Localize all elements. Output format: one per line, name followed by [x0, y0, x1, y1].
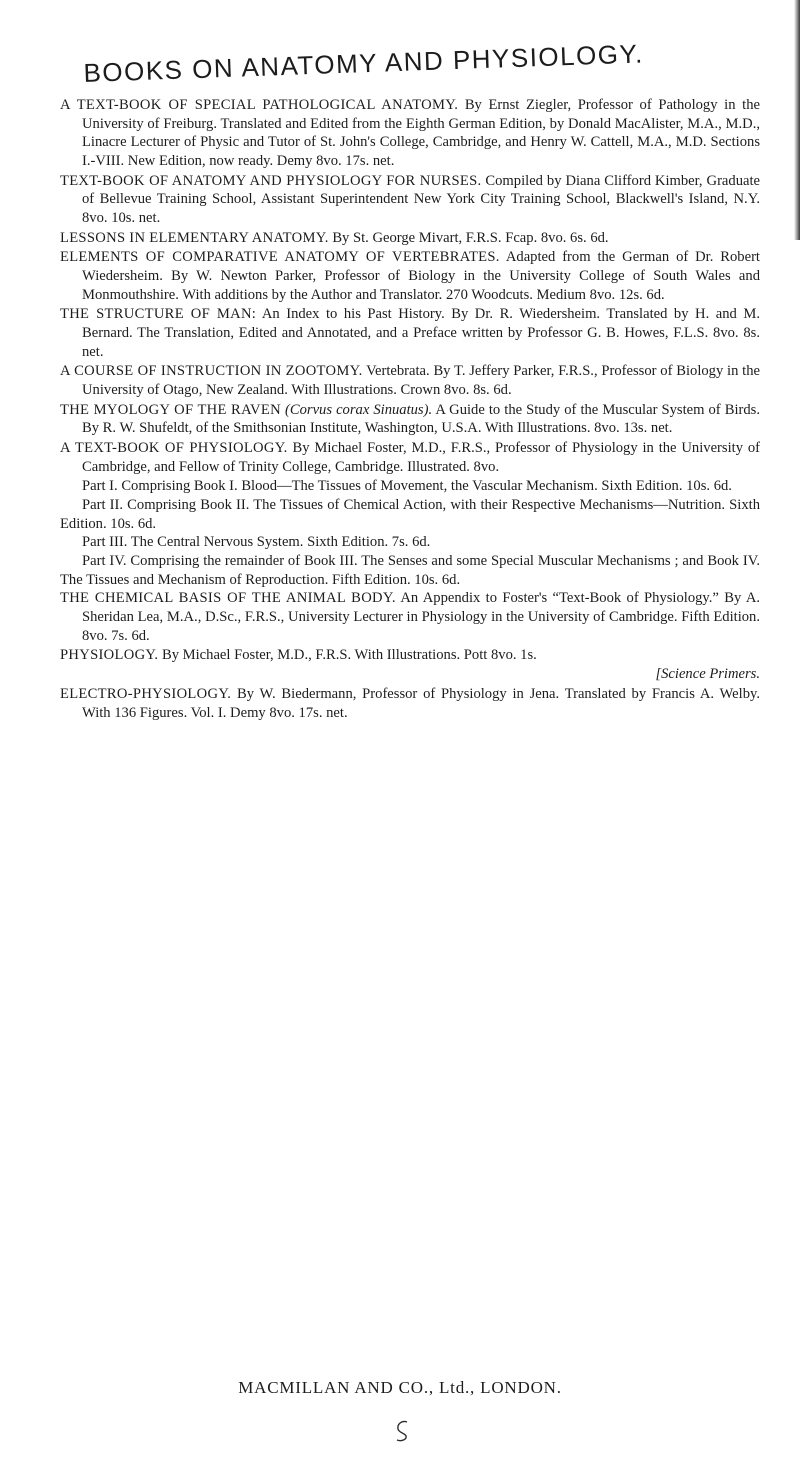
book-title: ELEMENTS OF COMPARATIVE ANATOMY OF VERTEBRATES. — [60, 249, 500, 266]
book-details: An Appendix to Foster's “Text-Book of Physiology.” By A. Sheridan Lea, M.A., D.Sc., F.R.S., University Lecturer in Physiology in the University of Cambridge. Fifth Edition. 8vo. 7s. 6d. — [82, 590, 761, 644]
book-entry — [60, 439, 760, 476]
book-details: By Ernst Ziegler, Professor of Pathology in the University of Freiburg. Translated and Edited from the Eighth German Edition, by Donald MacAlister, M.A., M.D., Linacre Lecturer of Physic and Tutor of St. John's College, Cambridge, and Henry W. Cattell, M.A., M.D. Sections I.-VIII. New Edition, now ready. Demy 8vo. 17s. net. — [82, 97, 760, 170]
book-entry — [60, 172, 760, 228]
book-entry — [60, 96, 760, 171]
book-title: LESSONS IN ELEMENTARY ANATOMY. — [60, 229, 329, 246]
book-entry — [60, 685, 760, 722]
book-details: A Guide to the Study of the Muscular System of Birds. By R. W. Shufeldt, of the Smithsonian Institute, Washington, U.S.A. With Illustrations. 8vo. 13s. net. — [82, 401, 760, 437]
book-entry — [60, 646, 760, 683]
book-entry — [60, 229, 760, 248]
book-details: By St. George Mivart, F.R.S. Fcap. 8vo. 6s. 6d. — [332, 229, 609, 246]
book-entry — [60, 362, 760, 399]
book-part: Part I. Comprising Book I. Blood—The Tissues of Movement, the Vascular Mechanism. Sixth Edition. 10s. 6d. — [82, 478, 732, 495]
book-title: A TEXT-BOOK OF SPECIAL PATHOLOGICAL ANATOMY. — [60, 97, 459, 113]
book-details: By W. Biedermann, Professor of Physiology in Jena. Translated by Francis A. Welby. With 136 Figures. Vol. I. Demy 8vo. 17s. net. — [82, 685, 760, 721]
book-entry — [60, 401, 760, 438]
book-entry — [60, 248, 760, 304]
series-name: [Science Primers. — [655, 666, 760, 683]
book-title: A COURSE OF INSTRUCTION IN ZOOTOMY. — [60, 363, 363, 380]
book-details: Adapted from the German of Dr. Robert Wiedersheim. By W. Newton Parker, Professor of Biology in the University College of South Wales and Monmouthshire. With additions by the Author and Translator. 270 Woodcuts. Medium 8vo. 12s. 6d. — [82, 249, 760, 303]
book-entry — [60, 305, 760, 361]
book-details: By Michael Foster, M.D., F.R.S., Professor of Physiology in the University of Cambridge, and Fellow of Trinity College, Cambridge. Illustrated. 8vo. — [82, 440, 760, 475]
book-details: An Index to his Past History. By Dr. R. Wiedersheim. Translated by H. and M. Bernard. The Translation, Edited and Annotated, and a Preface written by Professor G. B. Howes, F.L.S. 8vo. 8s. net. — [82, 306, 760, 360]
book-title: THE STRUCTURE OF MAN: — [60, 306, 257, 323]
book-details: Compiled by Diana Clifford Kimber, Graduate of Bellevue Training School, Assistant Superintendent New York City Training School, Blackwell's Island, N.Y. 8vo. 10s. net. — [82, 172, 761, 227]
book-title: THE CHEMICAL BASIS OF THE ANIMAL BODY. — [60, 590, 396, 607]
publisher-imprint: MACMILLAN AND CO., Ltd., LONDON. — [238, 1378, 562, 1397]
book-title: TEXT-BOOK OF ANATOMY AND PHYSIOLOGY FOR NURSES. — [60, 172, 482, 189]
book-details: Vertebrata. By T. Jeffery Parker, F.R.S., Professor of Biology in the University of Otago, New Zealand. With Illustrations. Crown 8vo. 8s. 6d. — [82, 363, 760, 399]
book-part: Part II. Comprising Book II. The Tissues of Chemical Action, with their Respective Mechanisms—Nutrition. Sixth Edition. 10s. 6d. — [60, 497, 760, 532]
book-title-italic: (Corvus corax Sinuatus). — [285, 401, 433, 418]
book-title: A TEXT-BOOK OF PHYSIOLOGY. — [60, 440, 288, 457]
book-title: PHYSIOLOGY. — [60, 647, 159, 664]
book-part: Part IV. Comprising the remainder of Book III. The Senses and some Special Muscular Mechanisms ; and Book IV. The Tissues and Mechanism of Reproduction. Fifth Edition. 10s. 6d. — [60, 553, 760, 588]
printer-mark-icon — [392, 1418, 414, 1444]
book-entry — [60, 589, 760, 645]
book-title: THE MYOLOGY OF THE RAVEN — [60, 401, 281, 418]
page-heading: BOOKS ON ANATOMY AND PHYSIOLOGY. — [83, 38, 645, 88]
book-list — [60, 96, 760, 723]
book-title: ELECTRO-PHYSIOLOGY. — [60, 685, 232, 702]
book-details: By Michael Foster, M.D., F.R.S. With Illustrations. Pott 8vo. 1s. — [161, 647, 537, 664]
page-edge-shadow — [794, 0, 800, 240]
book-part: Part III. The Central Nervous System. Sixth Edition. 7s. 6d. — [82, 534, 431, 551]
